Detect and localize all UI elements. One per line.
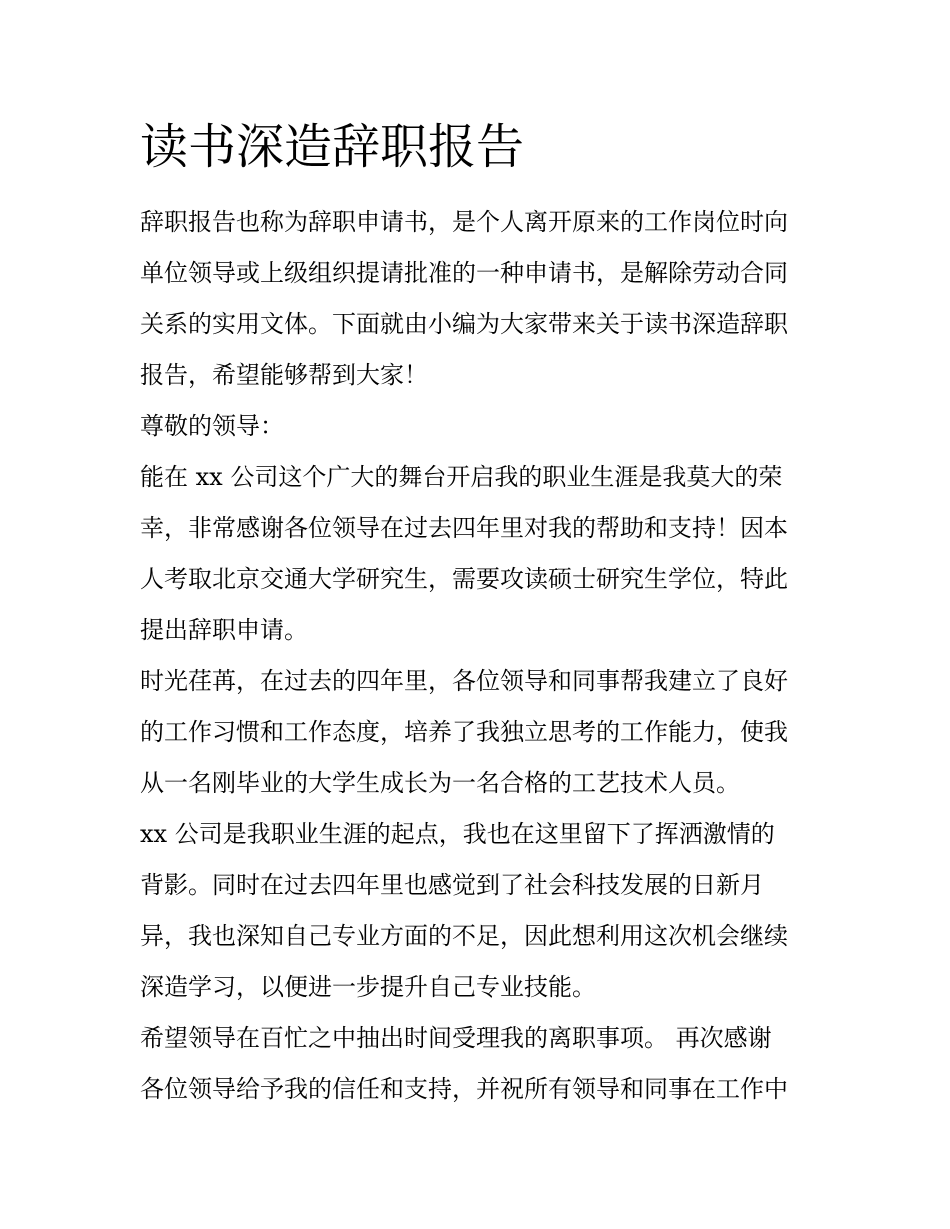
body-line: 从一名刚毕业的大学生成长为一名合格的工艺技术人员。 <box>140 769 740 797</box>
body-line: 的工作习惯和工作态度，培养了我独立思考的工作能力，使我 <box>140 718 788 746</box>
body-line: 各位领导给予我的信任和支持，并祝所有领导和同事在工作中 <box>140 1075 788 1103</box>
body-line: 背影。同时在过去四年里也感觉到了社会科技发展的日新月 <box>140 871 764 899</box>
body-line: xx 公司是我职业生涯的起点，我也在这里留下了挥洒激情的 <box>140 820 775 848</box>
body-line: 报告，希望能够帮到大家！ <box>140 361 428 389</box>
body-line: 关系的实用文体。下面就由小编为大家带来关于读书深造辞职 <box>140 310 788 338</box>
body-line: 能在 xx 公司这个广大的舞台开启我的职业生涯是我莫大的荣 <box>140 463 783 491</box>
body-line: 深造学习，以便进一步提升自己专业技能。 <box>140 973 596 1001</box>
body-line: 幸，非常感谢各位领导在过去四年里对我的帮助和支持！因本 <box>140 514 788 542</box>
body-line: 希望领导在百忙之中抽出时间受理我的离职事项。 再次感谢 <box>140 1024 772 1052</box>
body-line: 单位领导或上级组织提请批准的一种申请书，是解除劳动合同 <box>140 259 788 287</box>
document-body <box>140 197 812 1115</box>
body-line: 时光荏苒，在过去的四年里，各位领导和同事帮我建立了良好 <box>140 667 788 695</box>
body-line: 异，我也深知自己专业方面的不足，因此想利用这次机会继续 <box>140 922 788 950</box>
document-title: 读书深造辞职报告 <box>140 119 525 175</box>
salutation: 尊敬的领导： <box>140 412 284 440</box>
body-line: 提出辞职申请。 <box>140 616 308 644</box>
body-line: 辞职报告也称为辞职申请书，是个人离开原来的工作岗位时向 <box>140 208 788 236</box>
body-line: 人考取北京交通大学研究生，需要攻读硕士研究生学位，特此 <box>140 565 788 593</box>
